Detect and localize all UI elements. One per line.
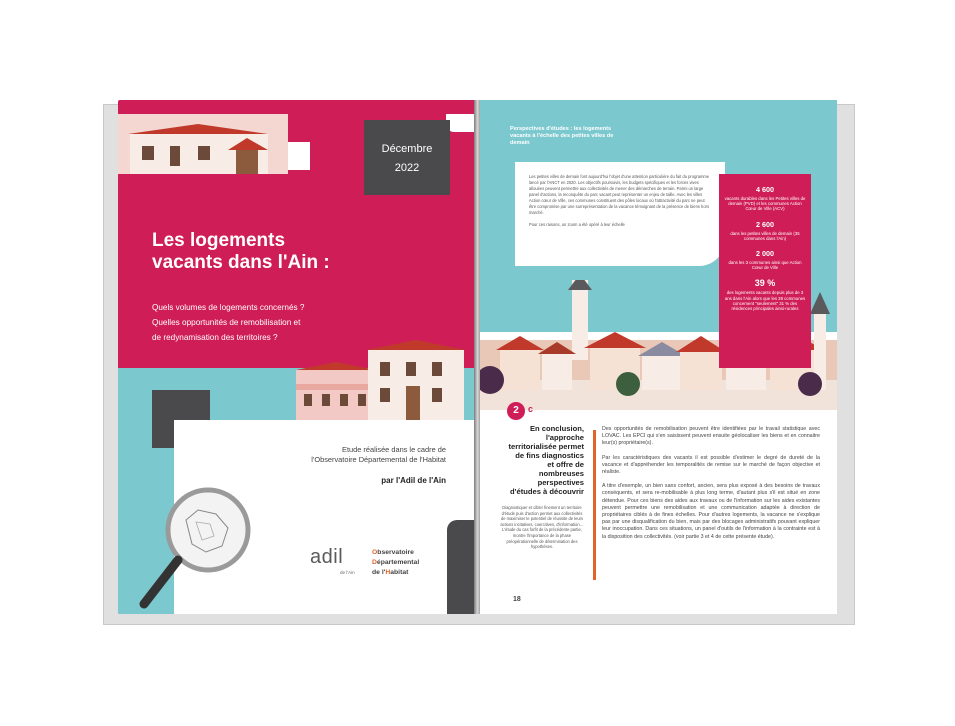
stat-percentage: 39 %	[754, 278, 776, 289]
stat-number-1: 4 600	[756, 185, 774, 194]
intro-line2: l'Observatoire Départemental de l'Habitat	[311, 455, 446, 464]
cover-title	[152, 230, 392, 274]
study-intro	[236, 445, 446, 465]
orange-divider	[593, 430, 596, 580]
body-paragraph-1: Des opportunités de remobilisation peuvent être identifiées par le travail statistique avec LOVAC. Les EPCI qui s'en saisissent peuvent ensuite géolocaliser les biens et en connaitre leur(s) propriétaire(s).	[602, 426, 820, 447]
obs-word-1: bservatoire	[377, 549, 414, 556]
date-month: Décembre	[381, 143, 433, 155]
stats-panel	[719, 174, 811, 368]
stat-percentage-text: des logements vacants depuis plus de 3 ans dans l'Ain alors que les 38 communes concernent "seulement" 31 % des résidences principales ainsi-rurales	[724, 290, 806, 312]
stat-text-1: vacants durables dans les Petites villes de demain (PVD) et les communes Action Cœur de Ville (ACV)	[724, 196, 806, 212]
stat-number-2: 2 600	[756, 219, 774, 229]
study-author: par l'Adil de l'Ain	[381, 476, 446, 485]
subtitle-line3: de redynamisation des territoires ?	[152, 333, 278, 342]
date-year: 2022	[394, 162, 420, 174]
obs-prefix: de l'	[372, 569, 386, 576]
villa-illustration	[296, 340, 466, 420]
cover-white-tab	[446, 114, 475, 132]
body-paragraph-3: A titre d'exemple, un bien sans confort, ancien, sera plus exposé à des besoins de travaux conséquents, et sera re-mobilisable à plus long terme, d'autant plus s'il est situé en zone détendue. Pour ces biens des aides aux travaux ou de l'information sur les aides existantes peuvent permettre une remobilisation et une communication adaptée à direction de propriétaires ciblés à de fines échelles. Pour d'autres logements, la vacance ne s'explique pas par une disqualification du bien, mais par des blocages administratifs pouvant expliquer leur inoccupation. Dans ces situations, un panel d'outils de l'information à la contrainte est à la disposition des collectivités. (voir partie 3 et 4 de cette présente étude).	[602, 483, 820, 540]
intro-line1: Etude réalisée dans le cadre de	[342, 445, 446, 454]
cover-page	[118, 100, 475, 614]
stat-number-3: 2 000	[756, 249, 774, 259]
obs-initial-o: O	[372, 549, 378, 556]
adil-logo-text: adil	[310, 546, 344, 568]
observatoire-logo	[372, 548, 419, 578]
adil-logo	[310, 546, 343, 569]
inside-page	[480, 100, 837, 614]
subtitle-line1: Quels volumes de logements concernés ?	[152, 303, 305, 312]
subtitle-line2: Quelles opportunités de remobilisation et	[152, 318, 301, 327]
date-box	[364, 120, 450, 195]
obs-word-2: épartemental	[376, 559, 420, 566]
cover-title-line1: Les logements	[152, 230, 286, 251]
body-paragraph-2: Par les caractéristiques des vacants il est possible d'estimer le degré de dureté de la vacance et d'appréhender les temporalités de remise sur le marché de façon objective et réaliste.	[602, 454, 820, 476]
obs-word-3: abitat	[390, 569, 409, 576]
houses-illustration-top	[118, 114, 288, 174]
section-badge-number: 2	[507, 402, 525, 420]
intro-card-text: Les petites villes de demain font aujourd'hui l'objet d'une attention particulière du fait du programme lancé par l'ANCT en 2020. Les objectifs poursuivis, les budgets spécifiques et les forces vives allouées peuvent permettre aux collectivités de mener des démarches de terrain. Parmi un large panel d'actions, la reconquête du parc vacant peut représenter un enjeu de taille. Avec les villes Action cœur de Ville, ces communes constituent des pôles locaux où l'attractivité du parc ne peut être compromise par une surreprésentation de la vacance témoignant de la présence de biens hors marché.	[529, 174, 710, 215]
cover-white-tab-top	[288, 142, 310, 170]
conclusion-heading: En conclusion, l'approche territorialisée permet de fins diagnostics et offre de nombreuses perspectives d'études à découvrir	[508, 424, 584, 496]
intro-card	[515, 162, 725, 266]
magnifier-map-illustration	[136, 480, 256, 610]
conclusion-body: Diagnostiquer et cibler finement un territoire d'étude puis d'action permet aux collectivités de maximiser le potentiel de réussite de leurs actions incitatives, coercitives, d'information… L'étude du cas forfit de la précédente partie, montre l'importance de la phase préopérationnelle de détermination des hypothèses.	[500, 505, 584, 550]
cover-dark-right-tab	[447, 520, 475, 614]
obs-initial-h: H	[385, 569, 391, 576]
stat-text-3: dans les 3 communes ainsi que Action Cœur de Ville	[728, 260, 802, 271]
section-title: Perspectives d'études : les logements vacants à l'échelle des petites villes de demain	[510, 126, 614, 146]
intro-card-text2: Pour ces raisons, un zoom a été opéré à leur échelle	[529, 222, 625, 227]
stat-text-2: dans les petites villes de demain (35 communes dans l'Ain)	[730, 230, 800, 241]
adil-logo-sub: de l'Ain	[340, 570, 355, 575]
section-badge-letter: c	[528, 404, 534, 414]
cover-subtitle	[152, 300, 382, 345]
cover-title-line2: vacants dans l'Ain :	[152, 252, 330, 273]
body-text-column	[602, 426, 820, 548]
page-number: 18	[513, 596, 521, 603]
obs-initial-d: D	[372, 559, 377, 566]
